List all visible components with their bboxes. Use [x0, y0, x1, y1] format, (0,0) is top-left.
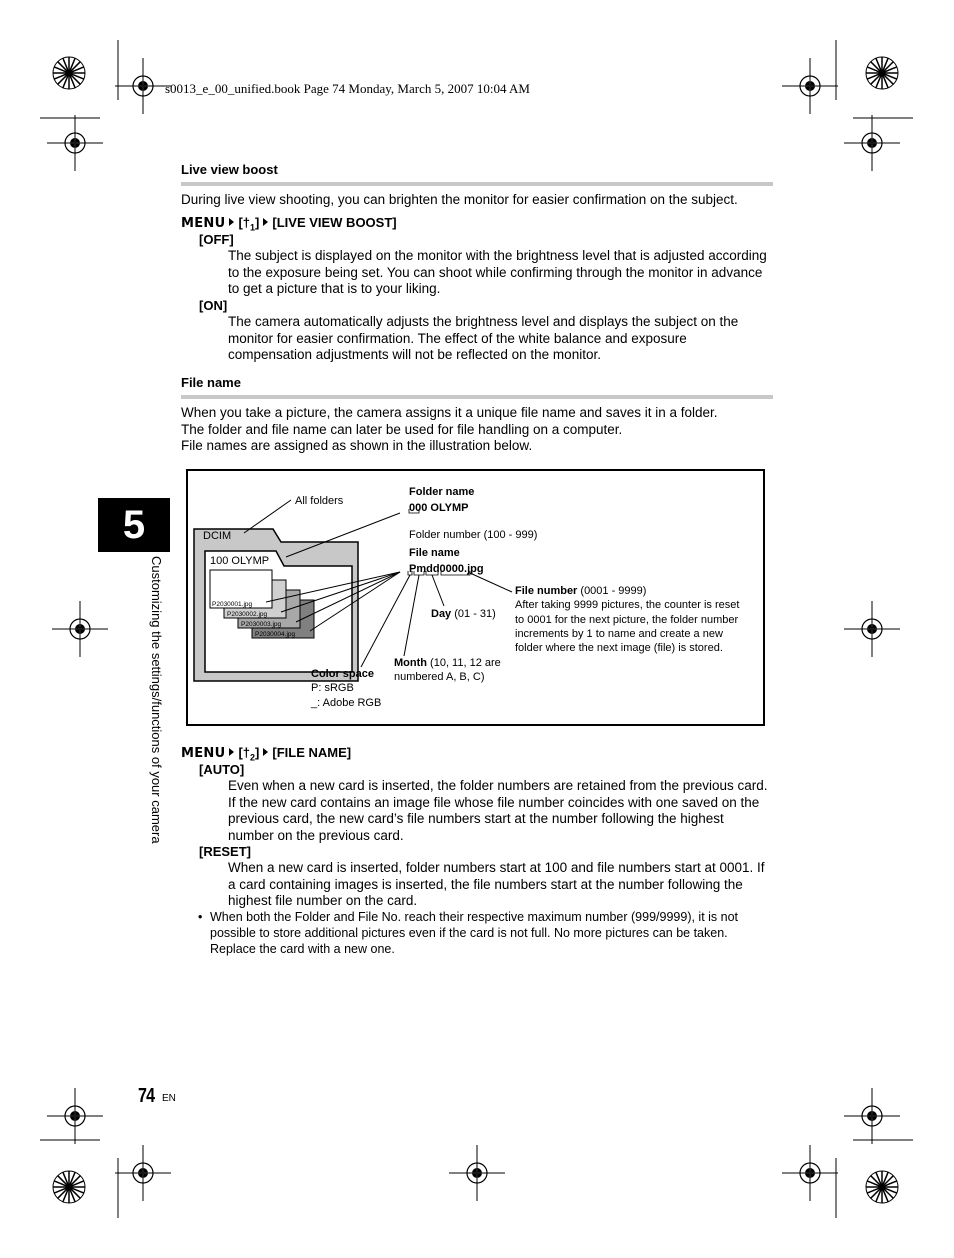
file-1: P2030001.jpg — [212, 601, 253, 608]
file-3: P2030003.jpg — [241, 621, 282, 628]
label-color-space: Color space — [311, 668, 374, 680]
label-all-folders: All folders — [295, 495, 344, 507]
file-number-desc-1: After taking 9999 pictures, the counter is reset — [515, 599, 740, 611]
label-folder-name-example: 000 OLYMP — [409, 502, 469, 514]
option-text-auto: Even when a new card is inserted, the folder numbers are retained from the previous card. If the new card contains an image file whose file number coincides with one saved on the previous card, the new card’s file numbers start at the number following the highest number on the previous card. — [228, 778, 768, 843]
label-dcim: DCIM — [203, 530, 232, 542]
option-text-on: The camera automatically adjusts the brightness level and displays the subject on the monitor for easier confirmation. The effect of the white balance and exposure compensation adjustments will not be reflected on the monitor. — [228, 314, 739, 362]
section-title-live-view-boost: Live view boost — [181, 162, 278, 177]
option-text-off: The subject is displayed on the monitor with the brightness level that is adjusted according to the exposure being set. You can shoot while confirming through the monitor in advance to get a picture that is to your liking. — [228, 248, 767, 296]
file-number-desc-4: folder where the next image (file) is stored. — [515, 642, 723, 654]
arrow-right-icon — [263, 218, 268, 226]
file-name-intro-1: When you take a picture, the camera assigns it a unique file name and saves it in a folder. — [181, 405, 718, 420]
custom-menu-icon: † — [242, 215, 251, 230]
label-day: Day (01 - 31) — [431, 608, 496, 620]
option-label-auto: [AUTO] — [199, 762, 245, 777]
label-month: Month (10, 11, 12 are — [394, 657, 501, 669]
chapter-label: Customizing the settings/functions of your camera — [149, 556, 164, 844]
file-number-desc-3: increments by 1 to name and create a new — [515, 628, 723, 640]
file-name-intro-2: The folder and file name can later be used for file handling on a computer. — [181, 422, 623, 437]
menu-word: MENU — [181, 216, 226, 231]
book-info-header: s0013_e_00_unified.book Page 74 Monday, March 5, 2007 10:04 AM — [165, 81, 530, 96]
arrow-right-icon — [263, 748, 268, 756]
label-folder-100-olymp: 100 OLYMP — [210, 555, 270, 567]
note-text: When both the Folder and File No. reach their respective maximum number (999/9999), it is not possible to store additional pictures even if the card is not full. No more pictures can be taken. Replace the card with a new one. — [210, 910, 739, 956]
label-color-space-srgb: P: sRGB — [311, 682, 354, 694]
label-file-number: File number (0001 - 9999) — [515, 585, 647, 597]
option-label-reset: [RESET] — [199, 844, 251, 859]
file-2: P2030002.jpg — [227, 611, 268, 618]
section-divider — [181, 395, 773, 399]
file-name-intro-3: File names are assigned as shown in the illustration below. — [181, 438, 533, 453]
arrow-right-icon — [229, 748, 234, 756]
file-number-desc-2: to 0001 for the next picture, the folder number — [515, 614, 739, 626]
chapter-tab: 5 — [98, 498, 170, 552]
arrow-right-icon — [229, 218, 234, 226]
option-text-reset: When a new card is inserted, folder numbers start at 100 and file numbers start at 0001. If a card containing images is inserted, the file numbers start at the number following the highest file number on the card. — [228, 860, 765, 908]
live-view-intro: During live view shooting, you can brighten the monitor for easier confirmation on the subject. — [181, 192, 738, 207]
section-title-file-name: File name — [181, 375, 241, 390]
custom-menu-icon: † — [242, 745, 251, 760]
label-color-space-adobe: _: Adobe RGB — [311, 697, 382, 709]
menu-item-live-view-boost: [LIVE VIEW BOOST] — [272, 215, 397, 230]
menu-path-live-view: MENU $[\dagger_1]$ [LIVE VIEW BOOST] — [181, 215, 397, 233]
label-folder-number: Folder number (100 - 999) — [409, 529, 538, 541]
menu-item-file-name: [FILE NAME] — [272, 745, 352, 760]
option-label-on: [ON] — [199, 298, 228, 313]
label-file-name-title: File name — [409, 547, 460, 559]
section-divider — [181, 182, 773, 186]
menu-path-file-name: MENU $[\dagger_2]$ [FILE NAME] — [181, 745, 352, 763]
label-folder-name-title: Folder name — [409, 486, 475, 498]
label-file-name-example: Pmdd0000.jpg — [409, 563, 484, 575]
option-label-off: [OFF] — [199, 232, 234, 247]
file-4: P2030004.jpg — [255, 631, 296, 638]
note-bullet: • — [198, 910, 203, 924]
label-month-2: numbered A, B, C) — [394, 671, 485, 683]
page-number: 74 — [138, 1085, 155, 1107]
page-language: EN — [162, 1093, 176, 1104]
menu-word: MENU — [181, 746, 226, 761]
